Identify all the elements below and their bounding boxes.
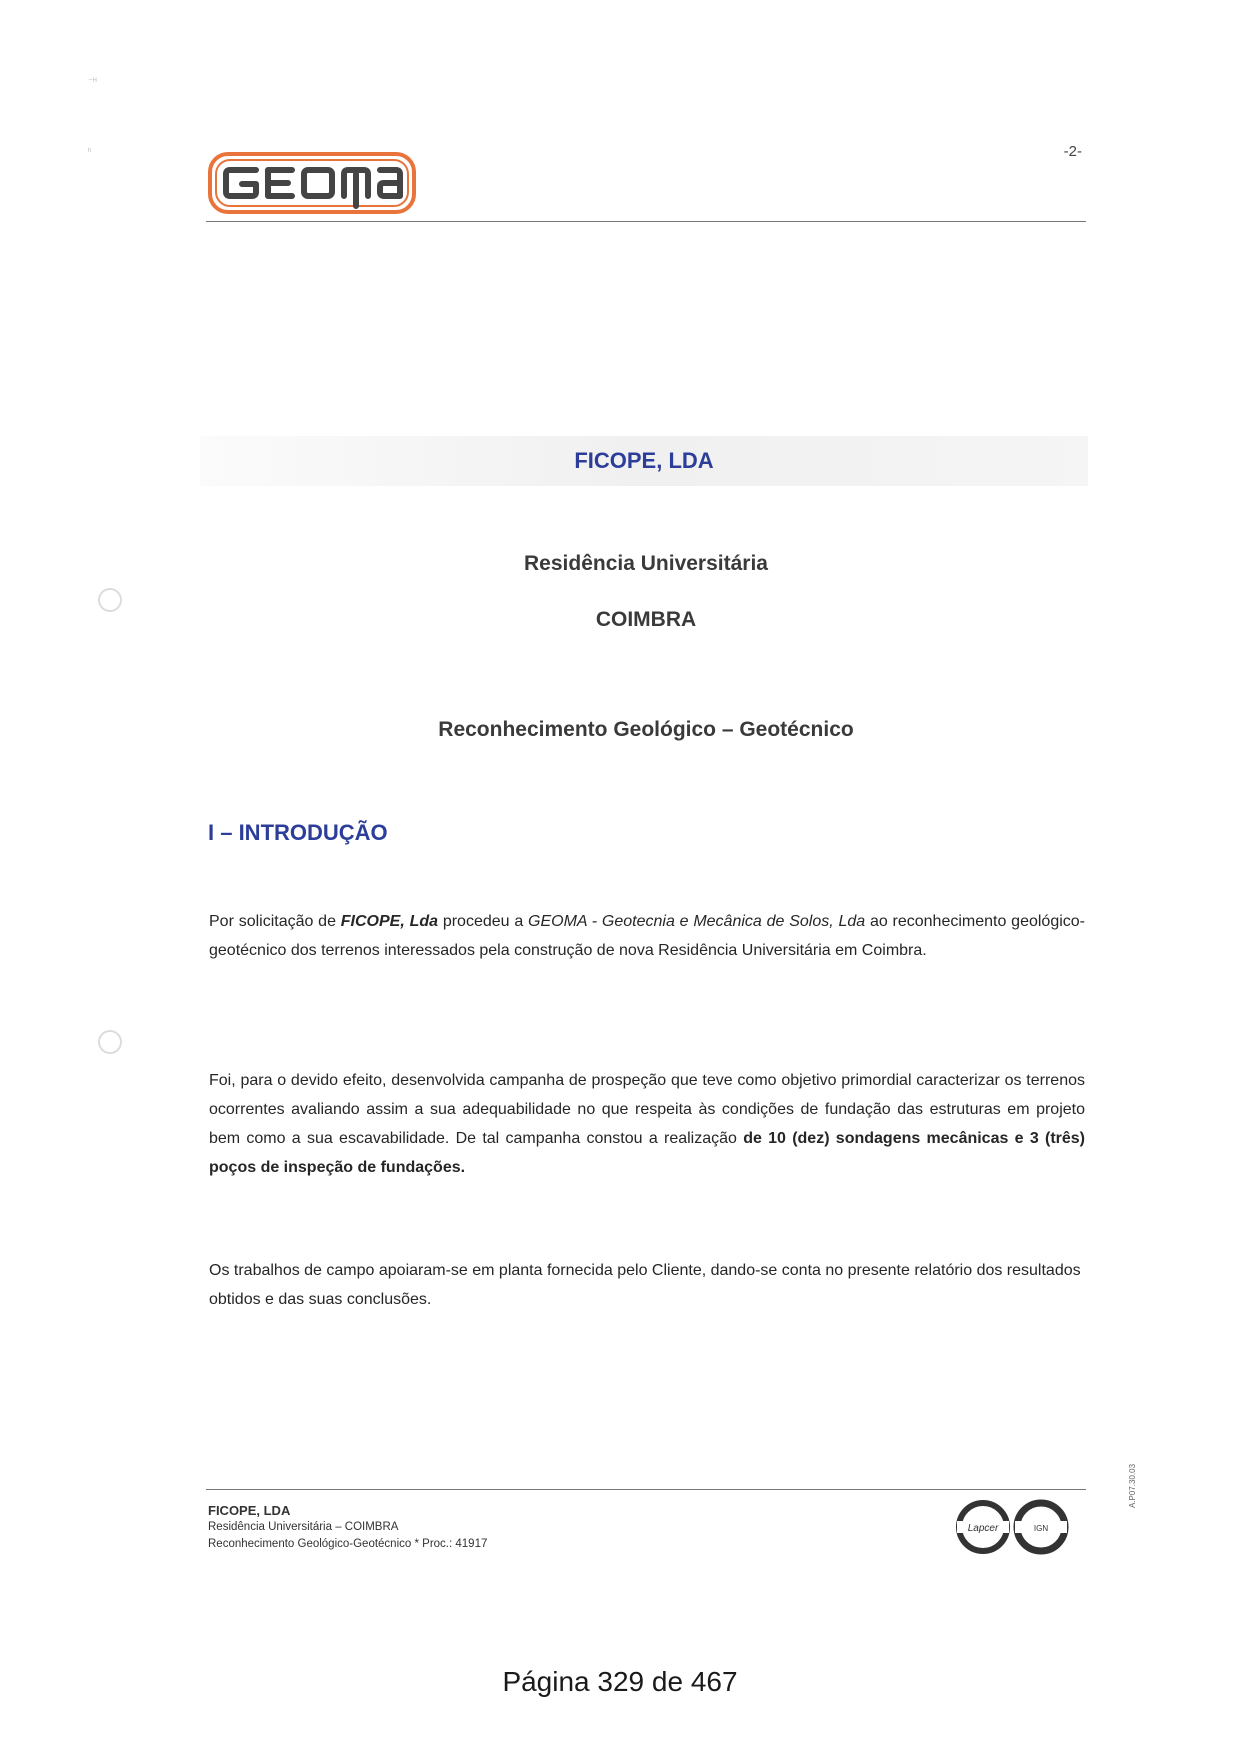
footer-report: Reconhecimento Geológico-Geotécnico * Proc.: 41917 — [208, 1538, 488, 1550]
p1-company: GEOMA - Geotecnia e Mecânica de Solos, Lda — [528, 913, 866, 930]
project-title: Residência Universitária — [524, 552, 768, 575]
p2-highlight: de 10 (dez) sondagens mecânicas e 3 (três) poços de inspeção de fundações. — [209, 1130, 1085, 1176]
report-title: Reconhecimento Geológico – Geotécnico — [438, 718, 854, 741]
client-title: FICOPE, LDA — [574, 448, 714, 473]
page-number: -2- — [1063, 143, 1082, 160]
cert-right-label: IGN — [1033, 1524, 1049, 1533]
document-code: A.P07.30.03 — [1128, 1463, 1137, 1508]
scan-mark: ʰ — [88, 146, 92, 156]
footer-client: FICOPE, LDA — [208, 1503, 291, 1518]
p1-text: ao reconhecimento geológico-geotécnico dos terrenos interessados pela construção de nova Residência Universitária em Coimbra. — [209, 913, 1086, 959]
header-divider — [206, 221, 1086, 222]
certification-seals-icon — [953, 1497, 1073, 1557]
client-title-band — [200, 436, 1088, 486]
footer-divider — [206, 1489, 1086, 1490]
cert-left-label: Lapcer — [967, 1523, 999, 1534]
intro-paragraph-3: Os trabalhos de campo apoiaram-se em planta fornecida pelo Cliente, dando-se conta no presente relatório dos resultados obtidos e das suas conclusões. — [209, 1262, 1081, 1308]
p1-text: procedeu a — [438, 913, 529, 930]
footer-project: Residência Universitária – COIMBRA — [208, 1521, 399, 1533]
p2-text: Foi, para o devido efeito, desenvolvida campanha de prospeção que teve como objetivo primordial caracterizar os terrenos ocorrentes avaliando assim a sua adequabilidade no que respeita às condições de fundação das estruturas em projeto bem como a sua escavabilidade. De tal campanha constou a realização — [209, 1072, 1085, 1147]
punch-hole-icon — [98, 588, 122, 612]
geoma-logo — [208, 152, 416, 214]
punch-hole-icon — [98, 1030, 122, 1054]
p1-client: FICOPE, Lda — [340, 913, 439, 930]
intro-paragraph-1 — [209, 907, 1085, 965]
scan-mark: ⁻ᴴ — [88, 76, 97, 86]
city-title: COIMBRA — [595, 608, 697, 631]
section-title: I – INTRODUÇÃO — [208, 820, 388, 845]
intro-paragraph-2 — [209, 1066, 1085, 1182]
page-counter: Página 329 de 467 — [502, 1666, 738, 1697]
footer-info — [208, 1502, 487, 1553]
p1-text: Por solicitação de — [209, 913, 341, 930]
